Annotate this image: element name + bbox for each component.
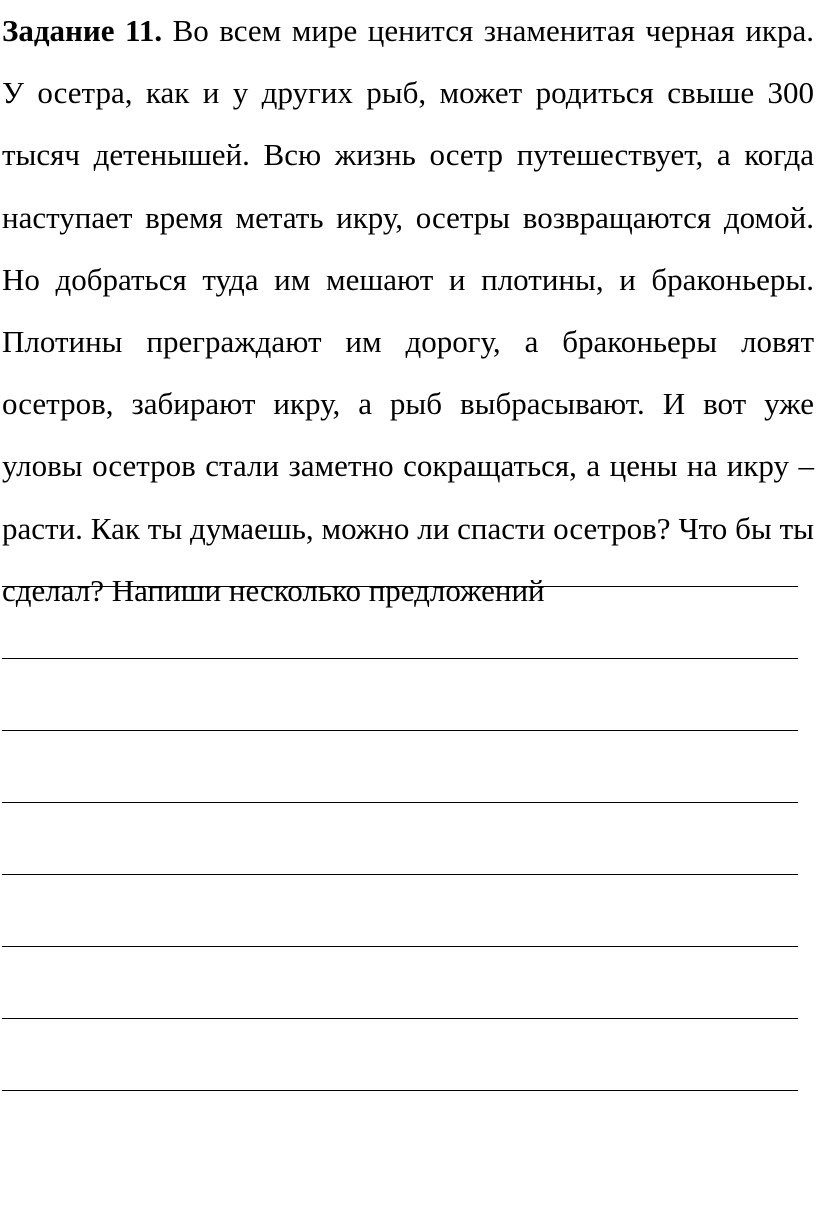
answer-line-3[interactable]	[2, 730, 798, 731]
task-label: Задание 11.	[2, 13, 163, 48]
answer-line-1[interactable]	[2, 586, 798, 587]
task-text: Во всем мире ценится знаменитая черная икра. У осетра, как и у других рыб, может родиться свыше 300 тысяч детенышей. Всю жизнь осетр путешествует, а когда наступает время метать икру, осетры возвращаются домой. Но добраться туда им мешают и плотины, и браконьеры. Плотины преграждают им дорогу, а браконьеры ловят осетров, забирают икру, а рыб выбрасывают. И вот уже уловы осетров стали заметно сокращаться, а цены на икру – расти. Как ты думаешь, можно ли спасти осетров? Что бы ты сделал? Напиши несколько предложений	[2, 13, 814, 608]
answer-line-7[interactable]	[2, 1018, 798, 1019]
answer-line-2[interactable]	[2, 658, 798, 659]
answer-line-6[interactable]	[2, 946, 798, 947]
answer-line-4[interactable]	[2, 802, 798, 803]
answer-line-8[interactable]	[2, 1090, 798, 1091]
answer-line-5[interactable]	[2, 874, 798, 875]
